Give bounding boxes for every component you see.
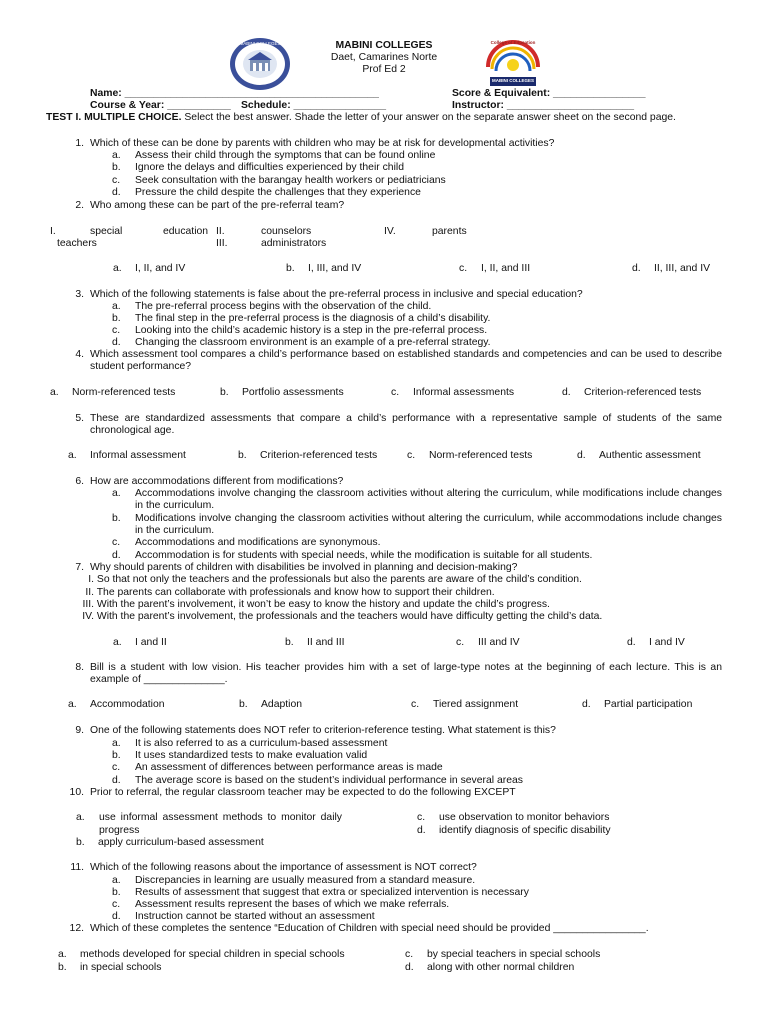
question-number: 2. <box>75 200 84 211</box>
question-text: Who among these can be part of the pre-referral team? <box>90 200 345 211</box>
option-c[interactable]: c. I, II, and III <box>459 263 531 274</box>
roman-statement: I. So that not only the teachers and the professionals but also the parents are aware of the child’s condition. <box>88 574 582 585</box>
left-logo-text: MABINI COLLEGES <box>239 41 281 46</box>
course-field[interactable]: Course & Year: ___________ <box>90 100 231 111</box>
option-b[interactable]: b. Portfolio assessments <box>220 387 344 398</box>
question-text: Which of the following statements is false about the pre-referral process in inclusive and special education? <box>90 289 583 300</box>
option-d[interactable]: d. II, III, and IV <box>632 263 711 274</box>
right-logo-bottom: MABINI COLLEGES <box>491 78 534 83</box>
option-a[interactable]: a. I and II <box>113 637 167 648</box>
option-c[interactable]: c. III and IV <box>456 637 520 648</box>
option-a[interactable]: a. I, II, and IV <box>113 263 186 274</box>
question-number: 3. <box>75 289 84 300</box>
question-text: Which of these completes the sentence “Education of Children with special need should be provided ________________. <box>90 923 649 934</box>
option-a[interactable]: a. Norm-referenced tests <box>50 387 176 398</box>
question-12 <box>62 923 722 935</box>
test-title: TEST I. MULTIPLE CHOICE. <box>46 112 182 123</box>
right-logo-top: College of Education <box>490 40 536 45</box>
option-c[interactable]: c. Norm-referenced tests <box>407 450 533 461</box>
option-b[interactable]: b. II and III <box>285 637 345 648</box>
question-11 <box>62 862 722 874</box>
option-b[interactable]: b. Criterion-referenced tests <box>238 450 378 461</box>
roman-statement: II. The parents can collaborate with professionals and know how to support their children. <box>85 587 495 598</box>
roman-statement: IV. With the parent’s involvement, the professionals and the teachers would have difficulty getting the child’s data. <box>82 611 603 622</box>
schedule-field[interactable]: Schedule: ________________ <box>241 100 387 111</box>
question-number: 4. <box>75 349 84 360</box>
option-d[interactable]: d. identify diagnosis of specific disability <box>417 825 611 836</box>
question-text: Which of the following reasons about the importance of assessment is NOT correct? <box>90 862 477 873</box>
question-number: 12. <box>69 923 84 934</box>
option-a[interactable]: a. methods developed for special children in special schools <box>58 949 345 960</box>
option-c[interactable]: c. Informal assessments <box>391 387 515 398</box>
roman-statement: III. With the parent’s involvement, it won’t be easy to know the history and update the child’s progress. <box>82 599 550 610</box>
option-d[interactable]: d. Authentic assessment <box>577 450 701 461</box>
option-d[interactable]: d. along with other normal children <box>405 962 575 973</box>
option-c[interactable]: c. use observation to monitor behaviors <box>417 812 610 823</box>
name-field[interactable]: Name: ____________________________________________ <box>90 88 379 99</box>
question-number: 1. <box>75 138 84 149</box>
option-b[interactable]: b. Adaption <box>239 699 303 710</box>
question-text: Bill is a student with low vision. His teacher provides him with a set of large-type notes at the beginning of each lecture. This is an example of ______________. <box>90 662 722 686</box>
option-b[interactable]: b. in special schools <box>58 962 162 973</box>
question-4 <box>62 349 722 374</box>
score-field[interactable]: Score & Equivalent: ________________ <box>452 88 646 99</box>
question-text: Prior to referral, the regular classroom teacher may be expected to do the following EXCEPT <box>90 787 516 798</box>
question-2 <box>62 200 722 212</box>
question-number: 8. <box>75 662 84 673</box>
question-9 <box>62 725 722 737</box>
option-c[interactable]: c. Tiered assignment <box>411 699 519 710</box>
question-number: 5. <box>75 413 84 424</box>
question-text: Which of these can be done by parents with children who may be at risk for developmental activities? <box>90 138 555 149</box>
school-address: Daet, Camarines Norte <box>330 52 438 63</box>
option-a[interactable]: a. Accommodation <box>68 699 165 710</box>
school-name: MABINI COLLEGES <box>335 40 433 51</box>
question-number: 9. <box>75 725 84 736</box>
question-8 <box>62 662 722 687</box>
question-number: 7. <box>75 562 84 573</box>
option-d[interactable]: d. Partial participation <box>582 699 693 710</box>
option-b[interactable]: b. apply curriculum-based assessment <box>76 837 264 848</box>
question-number: 11. <box>70 862 84 873</box>
option-d[interactable]: d. I and IV <box>627 637 685 648</box>
option-d[interactable]: d. Criterion-referenced tests <box>562 387 702 398</box>
question-text: How are accommodations different from modifications? <box>90 476 344 487</box>
option-b[interactable]: b. I, III, and IV <box>286 263 362 274</box>
question-10 <box>62 787 722 799</box>
option-b[interactable]: b. Modifications involve changing the classroom activities without altering the curriculum, while accommodations include changes in the curriculum. <box>112 513 722 537</box>
subject: Prof Ed 2 <box>362 64 406 75</box>
question-text: These are standardized assessments that compare a child’s performance with a representative sample of students of the same chronological age. <box>90 413 722 437</box>
option-a[interactable]: a. Informal assessment <box>68 450 186 461</box>
option-a[interactable]: a. Accommodations involve changing the classroom activities without altering the curriculum, while modifications include changes in the curriculum. <box>112 488 722 512</box>
question-5 <box>62 413 722 438</box>
test-instructions: Select the best answer. Shade the letter of your answer on the separate answer sheet on the second page. <box>181 112 676 123</box>
question-text: Which assessment tool compares a child’s performance based on established standards and competencies and can be used to describe student performance? <box>90 349 722 373</box>
question-1 <box>62 138 722 150</box>
question-text: Why should parents of children with disabilities be involved in planning and decision-making? <box>90 562 518 573</box>
question-3 <box>62 289 722 301</box>
test-heading <box>46 112 676 124</box>
question-7 <box>62 562 722 574</box>
question-number: 10. <box>69 787 84 798</box>
option-c[interactable]: c. by special teachers in special schools <box>405 949 601 960</box>
question-number: 6. <box>75 476 84 487</box>
question-6 <box>62 476 722 488</box>
instructor-field[interactable]: Instructor: ______________________ <box>452 100 634 111</box>
question-text: One of the following statements does NOT refer to criterion-reference testing. What statement is this? <box>90 725 556 736</box>
